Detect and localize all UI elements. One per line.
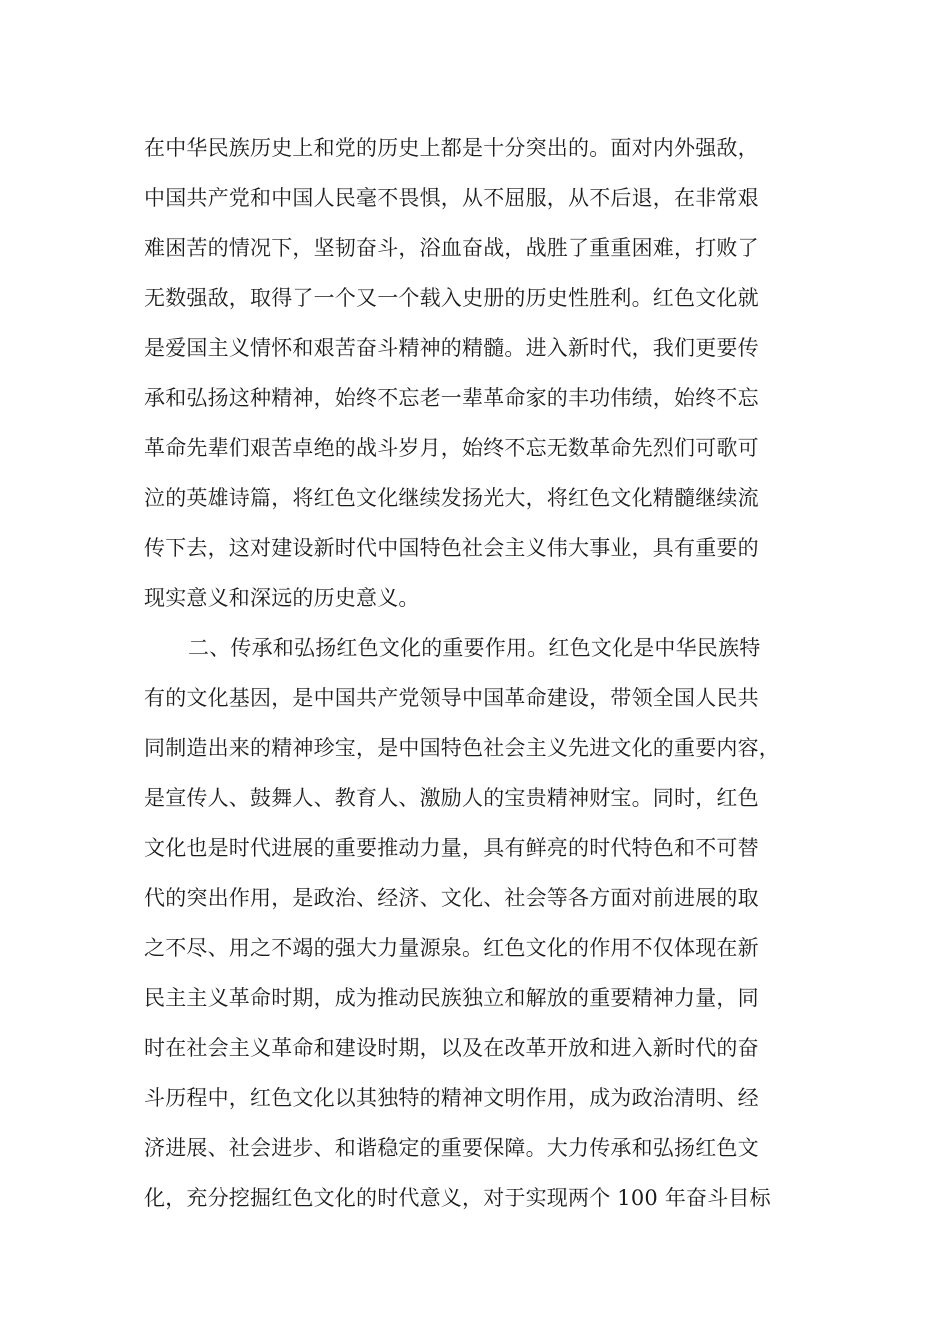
text-line: 是爱国主义情怀和艰苦奋斗精神的精髓。进入新时代，我们更要传 [144, 336, 759, 360]
section-heading-line: 二、传承和弘扬红色文化的重要作用。红色文化是中华民族特 [188, 636, 761, 660]
text-line: 时在社会主义革命和建设时期，以及在改革开放和进入新时代的奋 [144, 1036, 759, 1060]
body-text [144, 123, 844, 1223]
text-line: 代的突出作用，是政治、经济、文化、社会等各方面对前进展的取 [144, 886, 759, 910]
text-line: 是宣传人、鼓舞人、教育人、激励人的宝贵精神财宝。同时，红色 [144, 786, 759, 810]
text-line: 革命先辈们艰苦卓绝的战斗岁月，始终不忘无数革命先烈们可歌可 [144, 436, 759, 460]
text-line: 难困苦的情况下，坚韧奋斗，浴血奋战，战胜了重重困难，打败了 [144, 236, 759, 260]
text-line: 传下去，这对建设新时代中国特色社会主义伟大事业，具有重要的 [144, 536, 759, 560]
text-line: 化，充分挖掘红色文化的时代意义，对于实现两个 100 年奋斗目标 [144, 1186, 771, 1210]
text-line: 泣的英雄诗篇，将红色文化继续发扬光大，将红色文化精髓继续流 [144, 486, 759, 510]
text-line: 文化也是时代进展的重要推动力量，具有鲜亮的时代特色和不可替 [144, 836, 759, 860]
text-line: 中国共产党和中国人民毫不畏惧，从不屈服，从不后退，在非常艰 [144, 186, 759, 210]
text-line: 在中华民族历史上和党的历史上都是十分突出的。面对内外强敌， [144, 136, 759, 160]
text-line: 之不尽、用之不竭的强大力量源泉。红色文化的作用不仅体现在新 [144, 936, 759, 960]
text-line: 济进展、社会进步、和谐稳定的重要保障。大力传承和弘扬红色文 [144, 1136, 759, 1160]
text-line: 民主主义革命时期，成为推动民族独立和解放的重要精神力量，同 [144, 986, 759, 1010]
text-line: 无数强敌，取得了一个又一个载入史册的历史性胜利。红色文化就 [144, 286, 759, 310]
text-line: 有的文化基因，是中国共产党领导中国革命建设，带领全国人民共 [144, 686, 759, 710]
text-line: 承和弘扬这种精神，始终不忘老一辈革命家的丰功伟绩，始终不忘 [144, 386, 759, 410]
text-line: 现实意义和深远的历史意义。 [144, 586, 420, 610]
text-line: 斗历程中，红色文化以其独特的精神文明作用，成为政治清明、经 [144, 1086, 759, 1110]
text-line: 同制造出来的精神珍宝，是中国特色社会主义先进文化的重要内容， [144, 736, 780, 760]
